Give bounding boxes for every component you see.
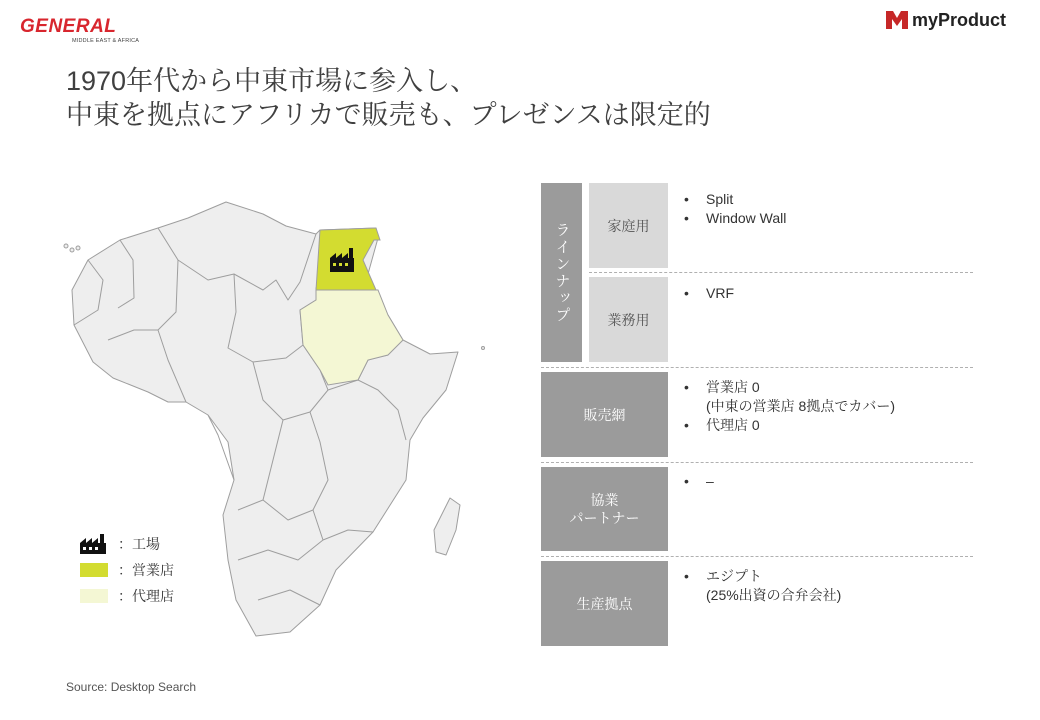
partners-label [541, 467, 668, 551]
legend-agent-label: ：代理店 [118, 588, 174, 604]
production-list [680, 567, 841, 605]
lineup-header [541, 183, 582, 362]
row-divider [541, 556, 973, 557]
sales-network-list [680, 378, 895, 435]
legend-sales-office [80, 560, 174, 580]
production-label: 生産拠点 [541, 561, 668, 646]
legend-factory [80, 534, 160, 554]
general-logo [20, 16, 140, 46]
list-item: • エジプト [680, 567, 841, 586]
lineup-business-list [680, 284, 734, 303]
list-item: • 営業店 0 [680, 378, 895, 397]
partners-list [680, 472, 714, 491]
page-title-line2: 中東を拠点にアフリカで販売も、プレゼンスは限定的 [66, 100, 711, 130]
lineup-business-label: 業務用 [589, 277, 668, 362]
lineup-header-label: ラインナップ [553, 221, 571, 324]
factory-icon [80, 534, 108, 554]
row-divider [541, 462, 973, 463]
source-note: Source: Desktop Search [66, 680, 197, 694]
row-divider [541, 367, 973, 368]
myproduct-logo [886, 10, 1036, 34]
legend-factory-label: ：工場 [118, 536, 160, 552]
lineup-home-label: 家庭用 [589, 183, 668, 268]
legend-agent [80, 586, 174, 606]
legend-agent-swatch [80, 589, 108, 603]
myproduct-logo-wordmark: myProduct [912, 10, 1007, 30]
list-item: • Split [680, 190, 786, 209]
partners-label-line2: パートナー [569, 510, 640, 526]
list-item-note: (25%出資の合弁会社) [706, 587, 842, 603]
lineup-home-list [680, 190, 786, 228]
madagascar [434, 498, 460, 555]
row-divider [589, 272, 973, 273]
list-item: • 代理店 0 [680, 416, 895, 435]
list-item-note: (中東の営業店 8拠点でカバー) [706, 398, 895, 414]
general-logo-subtitle: MIDDLE EAST & AFRICA [72, 38, 140, 44]
page-title [66, 64, 826, 132]
legend-sales-office-label: ：営業店 [118, 562, 174, 578]
legend-sales-office-swatch [80, 563, 108, 577]
page-title-line1: 1970年代から中東市場に参入し、 [66, 66, 478, 96]
list-item: • VRF [680, 284, 734, 303]
list-item: • – [680, 472, 714, 491]
myproduct-mark-icon [886, 11, 908, 29]
partners-label-line1: 協業 [590, 492, 619, 508]
sales-network-label: 販売網 [541, 372, 668, 457]
general-logo-wordmark: GENERAL [20, 16, 117, 37]
list-item: • Window Wall [680, 209, 786, 228]
